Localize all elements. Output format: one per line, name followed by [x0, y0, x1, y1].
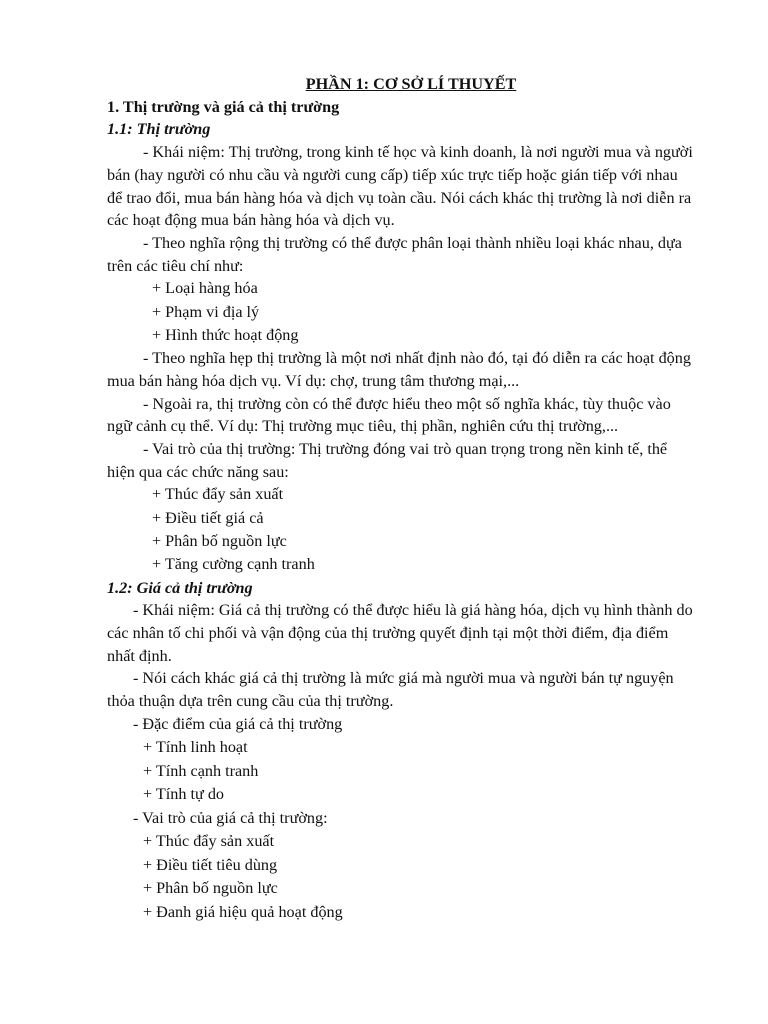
list-item: + Tính linh hoạt [143, 738, 248, 757]
price-features-heading: - Đặc điểm của giá cả thị trường [133, 714, 343, 733]
page-title: PHẦN 1: CƠ SỞ LÍ THUYẾT [305, 75, 517, 93]
list-item: + Đanh giá hiệu quả hoạt động [143, 902, 343, 921]
list-item: + Tính tự do [143, 785, 225, 804]
paragraph-market-broad-sense: - Theo nghĩa rộng thị trường có thể được phân loại thành nhiều loại khác nhau, dựa trên các tiêu chí như: [107, 233, 682, 275]
subsection-heading-1-1: 1.1: Thị trường [107, 120, 211, 139]
subsection-heading-1-2: 1.2: Giá cả thị trường [107, 578, 253, 597]
list-item: + Phân bố nguồn lực [143, 879, 278, 898]
paragraph-price-other: - Nói cách khác giá cả thị trường là mức giá mà người mua và người bán tự nguyện thỏa thuận dựa trên cung cầu của thị trường. [107, 669, 674, 711]
paragraph-market-narrow-sense: - Theo nghĩa hẹp thị trường là một nơi nhất định nào đó, tại đó diễn ra các hoạt động mua bán hàng hóa dịch vụ. Ví dụ: chợ, trung tâm thương mại,... [107, 349, 691, 390]
list-item: + Điều tiết giá cả [152, 508, 264, 527]
list-item: + Phân bố nguồn lực [152, 532, 287, 551]
paragraph-market-role: - Vai trò của thị trường: Thị trường đóng vai trò quan trọng trong nền kinh tế, thể hiện qua các chức năng sau: [107, 440, 668, 481]
paragraph-price-concept: - Khái niệm: Giá cả thị trường có thể được hiểu là giá hàng hóa, dịch vụ hình thành do các nhân tố chi phối và vận động của thị trường quyết định tại một thời điểm, địa điểm nhất định. [107, 601, 693, 665]
list-item: + Điều tiết tiêu dùng [143, 855, 278, 874]
list-item: + Loại hàng hóa [152, 279, 258, 298]
paragraph-market-concept: - Khái niệm: Thị trường, trong kinh tế học và kinh doanh, là nơi người mua và người bán (hay người có nhu cầu và người cung cấp) tiếp xúc trực tiếp hoặc gián tiếp với nhau để trao đổi, mua bán hàng hóa và dịch vụ toàn cầu. Nói cách khác thị trường là nơi diễn ra các hoạt động mua bán hàng hóa và dịch vụ. [107, 143, 693, 230]
paragraph-market-other-meanings: - Ngoài ra, thị trường còn có thể được hiểu theo một số nghĩa khác, tùy thuộc vào ngữ cảnh cụ thể. Ví dụ: Thị trường mục tiêu, thị phần, nghiên cứu thị trường,... [107, 394, 671, 436]
list-item: + Thúc đẩy sản xuất [152, 485, 284, 504]
list-item: + Phạm vi địa lý [152, 302, 260, 321]
document-body [107, 73, 697, 924]
price-role-heading: - Vai trò của giá cả thị trường: [133, 808, 328, 827]
list-item: + Tăng cường cạnh tranh [152, 555, 315, 574]
list-item: + Thúc đẩy sản xuất [143, 832, 275, 851]
list-item: + Tính cạnh tranh [143, 761, 259, 780]
list-item: + Hình thức hoạt động [152, 325, 299, 344]
section-heading-1: 1. Thị trường và giá cả thị trường [107, 97, 340, 116]
